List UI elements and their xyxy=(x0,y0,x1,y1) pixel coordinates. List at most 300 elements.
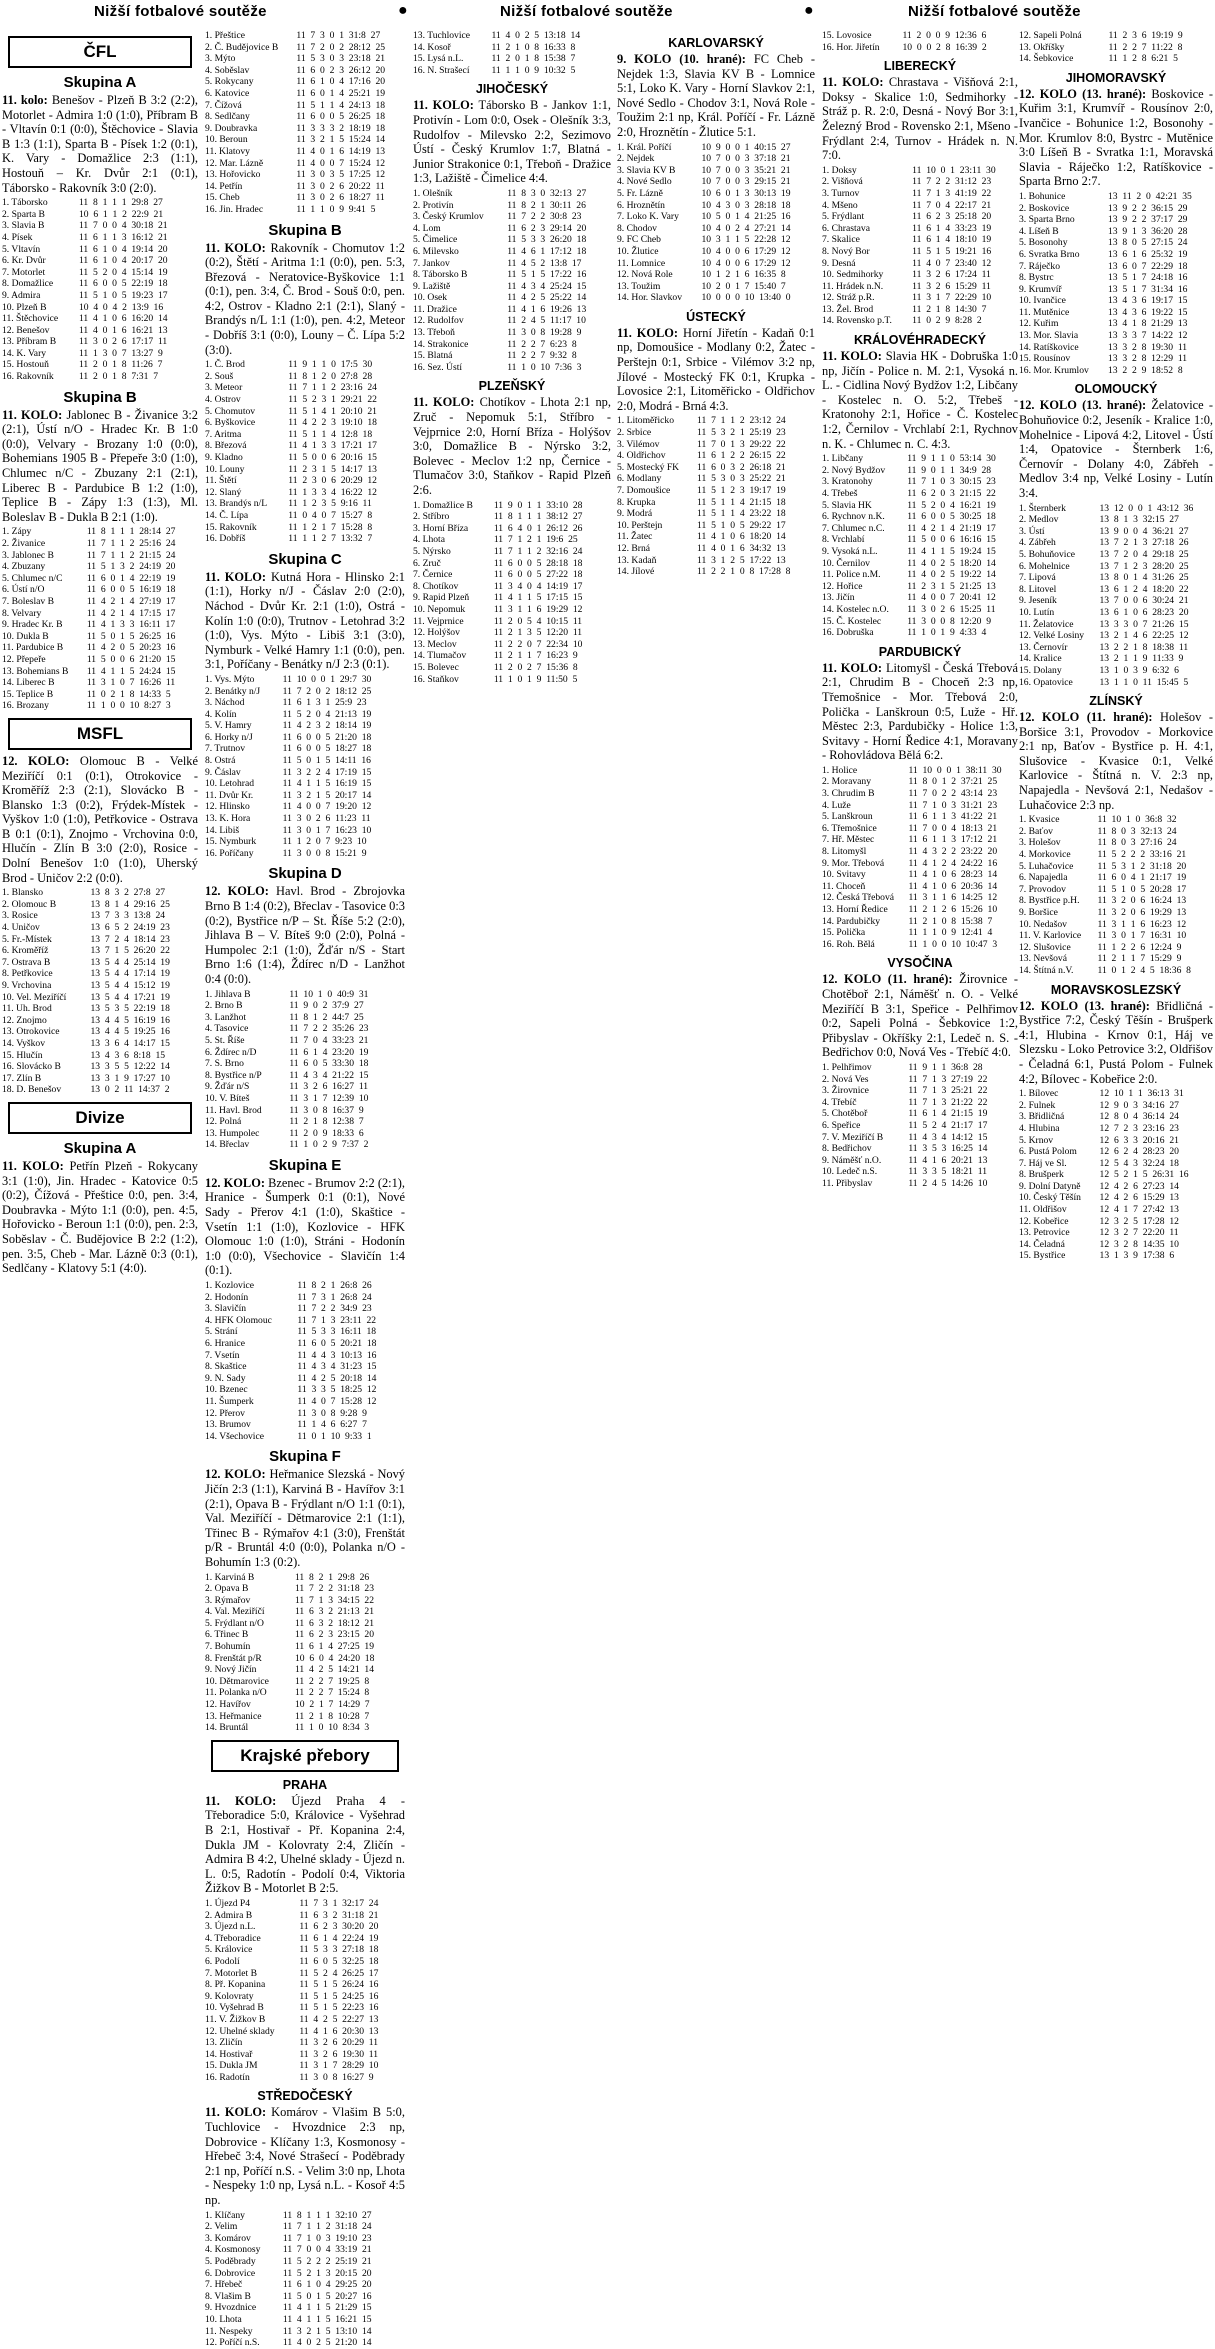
table-row xyxy=(1019,353,1213,365)
table-row xyxy=(205,825,405,837)
table-row xyxy=(617,497,815,509)
table-row xyxy=(205,1572,405,1584)
table-cell: 16. Jin. Hradec xyxy=(205,203,264,215)
table-row xyxy=(2,922,198,934)
page-header xyxy=(0,0,1215,26)
table-cell: 5. Nýrsko xyxy=(413,545,451,557)
table-row xyxy=(2,596,198,608)
table-values: 11 4 1 6 19:26 13 xyxy=(507,303,587,315)
table-cell: 15. Dolany xyxy=(1019,664,1062,676)
table-values: 11 4 2 2 3 19:10 18 xyxy=(288,417,377,429)
table-row xyxy=(205,498,405,510)
table-row xyxy=(1019,191,1213,203)
table-row xyxy=(1019,514,1213,526)
table-row xyxy=(822,30,1018,42)
table-cell: 4. Uničov xyxy=(2,922,40,934)
table-row xyxy=(1019,849,1213,861)
table-row xyxy=(205,88,405,100)
table-values: 11 2 2 1 0 8 17:28 8 xyxy=(697,566,791,578)
table-values: 11 1 0 10 8:34 3 xyxy=(294,1722,370,1734)
table-values: 11 5 2 0 4 21:13 19 xyxy=(282,708,372,720)
table-values: 11 9 0 2 37:9 27 xyxy=(289,1000,364,1012)
round-results xyxy=(1019,999,1213,1087)
table-cell: 8. Domažlice xyxy=(2,278,54,290)
table-values: 13 2 1 4 6 22:25 12 xyxy=(1099,630,1189,642)
table-row xyxy=(205,76,405,88)
table-cell: 11. Štětí xyxy=(205,475,237,487)
table-row xyxy=(205,1910,405,1922)
table-values: 11 7 1 1 2 25:16 24 xyxy=(86,538,176,549)
table-row xyxy=(1019,1250,1213,1262)
round-results xyxy=(1019,87,1213,189)
table-cell: 12. Polná xyxy=(205,1116,242,1128)
table-values: 11 5 2 2 2 33:16 21 xyxy=(1097,849,1187,861)
table-cell: 1. Šternberk xyxy=(1019,502,1066,514)
table-row xyxy=(1019,595,1213,607)
table-values: 11 3 2 6 17:24 11 xyxy=(912,269,991,281)
round-scores: Bzenec - Brumov 2:2 (2:1), Hranice - Šumperk 0:1 (0:1), Nové Sady - Přerov 4:1 (1:0), Skaštice - Vsetín 1:1 (1:0), Kozlovice - HFK Olomouc 1:0 (1:0), Stráni - Hodonín 1:0 (0:0), Všechovice - Slavičín 1:4 (0:1). xyxy=(205,1175,406,1278)
table-cell: 9. Rapid Plzeň xyxy=(413,592,470,604)
table-values: 10 7 0 0 3 37:18 21 xyxy=(701,153,791,165)
table-values: 11 0 1 10 9:33 1 xyxy=(297,1430,372,1442)
table-row xyxy=(1019,837,1213,849)
table-values: 11 4 2 1 4 17:15 17 xyxy=(86,607,176,619)
table-row xyxy=(822,1143,1018,1155)
round-scores: Újezd Praha 4 - Třeboradice 5:0, Královice - Vyšehrad B 2:1, Hostivař - Př. Kopanina 2:4, Dukla JM - Kolovraty 2:4, Zličín - Admira B 4:2, Uhelné sklady - Újezd n. L. 0:5, Radotín - Podolí 0:4, Viktoria Žižkov B - Motorlet B 2:5. xyxy=(205,1793,405,1896)
table-cell: 2. Živanice xyxy=(2,538,46,549)
table-row xyxy=(2,550,198,562)
table-values: 11 4 0 0 7 20:41 12 xyxy=(907,592,996,604)
region-heading: JIHOČESKÝ xyxy=(475,82,549,97)
table-row xyxy=(205,487,405,499)
table-values: 11 5 2 4 26:25 17 xyxy=(299,1967,379,1979)
table-values: 11 4 2 0 5 20:23 16 xyxy=(86,642,176,654)
table-values: 11 2 2 7 15:24 8 xyxy=(294,1687,370,1699)
table-cell: 7. S. Brno xyxy=(205,1058,244,1070)
table-cell: 16. Poříčany xyxy=(205,847,254,859)
table-row xyxy=(205,743,405,755)
table-cell: 15. Bystřice xyxy=(1019,1250,1066,1262)
table-values: 12 7 2 3 23:16 23 xyxy=(1099,1122,1179,1134)
table-values: 11 5 3 0 3 23:18 21 xyxy=(296,53,386,65)
table-cell: 14. Rovensko p.T. xyxy=(822,315,892,327)
table-cell: 3. Mýto xyxy=(205,53,236,65)
standings-table xyxy=(822,453,1018,639)
column-1 xyxy=(2,30,198,1342)
table-cell: 11. Police n.M. xyxy=(822,569,881,581)
table-cell: 8. Táborsko B xyxy=(413,269,468,281)
table-cell: 5. Strání xyxy=(205,1326,238,1338)
table-row xyxy=(822,546,1018,558)
table-row xyxy=(413,65,611,77)
table-row xyxy=(413,304,611,316)
table-row xyxy=(205,1653,405,1665)
table-cell: 3. Chrudim B xyxy=(822,788,875,800)
table-row xyxy=(1019,30,1213,42)
table-cell: 1. Karviná B xyxy=(205,1571,255,1583)
table-row xyxy=(413,592,611,604)
table-row xyxy=(822,281,1018,293)
table-row xyxy=(205,440,405,452)
table-values: 13 3 1 9 17:27 10 xyxy=(90,1072,170,1084)
region-heading: MORAVSKOSLEZSKÝ xyxy=(1050,982,1182,997)
round-label: 12. KOLO (13. hrané): xyxy=(1019,398,1147,413)
table-row xyxy=(205,989,405,1001)
table-row xyxy=(822,916,1018,928)
table-row xyxy=(205,2302,405,2314)
table-values: 11 4 1 1 5 19:24 15 xyxy=(907,545,996,557)
table-values: 13 9 2 2 36:15 29 xyxy=(1108,202,1188,214)
round-results xyxy=(2,408,198,525)
table-cell: 14. Strakonice xyxy=(413,338,469,350)
table-row xyxy=(1019,572,1213,584)
table-row xyxy=(1019,272,1213,284)
table-row xyxy=(205,813,405,825)
table-row xyxy=(1019,237,1213,249)
table-values: 11 6 1 2 2 26:15 22 xyxy=(697,450,786,462)
round-label: 11. KOLO: xyxy=(617,325,679,340)
table-values: 11 6 2 3 23:15 20 xyxy=(294,1629,375,1641)
standings-table xyxy=(1019,1088,1213,1262)
table-row xyxy=(205,1047,405,1059)
table-cell: 13. Brumov xyxy=(205,1419,251,1431)
table-cell: 14. Šebkovice xyxy=(1019,53,1074,65)
table-row xyxy=(2,278,198,290)
table-row xyxy=(822,269,1018,281)
table-cell: 2. Nový Bydžov xyxy=(822,464,886,476)
table-values: 11 7 2 2 34:9 23 xyxy=(297,1303,372,1315)
table-cell: 12. Kuřim xyxy=(1019,318,1059,330)
table-cell: 5. Fr.-Místek xyxy=(2,933,52,945)
table-values: 11 8 0 3 27:16 24 xyxy=(1097,837,1177,849)
table-row xyxy=(1019,884,1213,896)
table-row xyxy=(822,823,1018,835)
table-cell: 14. Břeclav xyxy=(205,1139,250,1151)
table-row xyxy=(617,450,815,462)
table-row xyxy=(822,234,1018,246)
table-row xyxy=(617,427,815,439)
table-row xyxy=(822,42,1018,54)
table-values: 11 3 2 1 5 15:24 14 xyxy=(296,134,386,146)
table-values: 11 3 0 0 8 15:21 9 xyxy=(282,847,367,859)
table-values: 12 4 2 6 27:23 14 xyxy=(1099,1180,1179,1192)
round-label: 12. KOLO (13. hrané): xyxy=(1019,86,1147,101)
table-values: 13 2 2 9 18:52 8 xyxy=(1108,364,1183,376)
table-values: 11 5 1 0 5 19:23 17 xyxy=(78,289,168,301)
table-values: 11 9 1 1 36:8 28 xyxy=(908,1061,983,1073)
table-values: 11 5 1 5 26:24 16 xyxy=(299,1979,379,1991)
table-cell: 1. Bohunice xyxy=(1019,190,1066,202)
table-values: 11 3 1 1 6 16:23 12 xyxy=(1097,918,1187,930)
table-row xyxy=(1019,203,1213,215)
table-cell: 13. Příbram B xyxy=(2,336,57,348)
table-cell: 13. Jičín xyxy=(822,592,855,604)
table-row xyxy=(413,42,611,54)
round-scores: Komárov - Vlašim B 5:0, Tuchlovice - Hvozdnice 2:3 np, Dobrovice - Klíčany 1:3, Kosmonosy - Hřebeč 3:4, Nové Strašecí - Poděbrady 2:1 np, Poříčí n.S. - Velim 3:0 np, Lhota - Nespeky 1:0 np, Lysá n.L. - Kosoř 4:5 np. xyxy=(205,2105,405,2208)
table-values: 11 6 0 0 5 22:19 18 xyxy=(78,278,168,290)
table-cell: 6. Milevsko xyxy=(413,245,459,257)
table-values: 12 6 2 4 28:23 20 xyxy=(1099,1146,1179,1158)
bullet-separator: ● xyxy=(398,2,408,19)
table-values: 11 6 1 4 23:20 19 xyxy=(289,1046,369,1058)
table-values: 11 6 1 4 22:24 19 xyxy=(299,1932,379,1944)
group-heading: Skupina A xyxy=(63,74,137,91)
table-row xyxy=(822,500,1018,512)
table-values: 12 9 0 3 34:16 27 xyxy=(1099,1099,1179,1111)
table-cell: 9. Čáslav xyxy=(205,766,241,778)
table-cell: 7. Ostrava B xyxy=(2,956,51,968)
table-values: 11 1 3 0 7 13:27 9 xyxy=(78,347,163,359)
table-cell: 3. Slavia B xyxy=(2,220,45,232)
table-cell: 7. Loko K. Vary xyxy=(617,211,679,223)
table-values: 13 2 1 1 9 11:33 9 xyxy=(1099,653,1184,665)
table-cell: 10. Ivančice xyxy=(1019,295,1066,307)
table-values: 11 2 1 0 8 16:33 8 xyxy=(491,41,576,53)
table-row xyxy=(413,292,611,304)
table-row xyxy=(205,1338,405,1350)
table-row xyxy=(2,642,198,654)
table-row xyxy=(822,627,1018,639)
table-values: 11 3 2 1 5 20:17 14 xyxy=(282,789,372,801)
table-row xyxy=(205,53,405,65)
table-cell: 2. Boskovice xyxy=(1019,202,1070,214)
table-cell: 5. Bosonohy xyxy=(1019,237,1068,249)
table-values: 11 5 1 2 3 19:17 19 xyxy=(697,485,786,496)
table-values: 11 3 2 1 5 13:10 14 xyxy=(282,2325,372,2337)
table-row xyxy=(1019,1216,1213,1228)
table-cell: 1. Libčany xyxy=(822,453,864,465)
table-row xyxy=(617,200,815,212)
table-values: 11 3 1 1 6 19:29 12 xyxy=(493,603,583,615)
table-values: 11 5 3 3 27:18 18 xyxy=(299,1944,379,1956)
table-cell: 5. Vltavín xyxy=(2,243,41,255)
table-cell: 7. Motorlet xyxy=(2,266,46,278)
table-row xyxy=(205,192,405,204)
table-values: 11 8 1 1 1 32:10 27 xyxy=(282,2209,372,2221)
table-values: 13 7 2 4 18:14 23 xyxy=(90,933,170,945)
table-values: 11 4 2 5 20:18 14 xyxy=(297,1372,377,1384)
table-cell: 15. Lysá n.L. xyxy=(413,53,464,65)
table-row xyxy=(2,689,198,701)
table-cell: 2. Stříbro xyxy=(413,511,450,523)
table-values: 11 4 0 1 6 14:19 13 xyxy=(296,145,386,157)
table-cell: 9. Dolní Datyně xyxy=(1019,1180,1081,1192)
table-values: 11 7 3 1 26:8 24 xyxy=(297,1291,372,1303)
table-values: 13 7 1 2 3 28:20 25 xyxy=(1099,560,1189,572)
table-row xyxy=(822,1085,1018,1097)
table-cell: 12. Slušovice xyxy=(1019,941,1071,953)
table-row xyxy=(205,755,405,767)
table-values: 11 0 2 1 8 14:33 5 xyxy=(86,688,171,700)
table-cell: 15. Bolevec xyxy=(413,661,459,673)
table-values: 11 6 1 0 4 20:17 20 xyxy=(78,255,168,267)
table-values: 11 9 0 1 1 33:10 28 xyxy=(493,499,583,511)
table-values: 13 3 2 8 19:30 11 xyxy=(1108,341,1188,353)
table-values: 11 6 1 4 18:10 19 xyxy=(912,234,992,246)
table-row xyxy=(205,123,405,135)
table-row xyxy=(205,522,405,534)
table-values: 11 3 1 1 6 14:25 12 xyxy=(908,892,998,904)
table-cell: 4. Ostrov xyxy=(205,394,241,406)
table-values: 13 8 1 4 29:16 25 xyxy=(90,898,170,910)
table-cell: 17. Zlín B xyxy=(2,1072,42,1084)
table-values: 11 5 1 1 4 24:13 18 xyxy=(296,99,386,111)
table-row xyxy=(822,569,1018,581)
table-row xyxy=(822,869,1018,881)
table-values: 11 1 0 1 9 4:33 4 xyxy=(907,627,987,639)
table-cell: 8. Bedřichov xyxy=(822,1143,872,1155)
table-values: 11 4 1 1 5 16:19 15 xyxy=(282,778,372,790)
table-cell: 11. Havl. Brod xyxy=(205,1104,262,1116)
table-cell: 8. Litomyšl xyxy=(822,846,867,858)
table-cell: 4. Zábřeh xyxy=(1019,537,1056,549)
table-cell: 15. Teplice B xyxy=(2,688,54,700)
table-values: 11 3 0 8 16:37 9 xyxy=(289,1104,364,1116)
table-values: 11 9 1 1 0 17:5 30 xyxy=(288,359,373,371)
table-values: 11 7 1 1 2 32:16 24 xyxy=(493,545,583,557)
table-values: 11 2 0 0 9 12:36 6 xyxy=(902,30,987,41)
table-row xyxy=(2,526,198,538)
table-values: 13 4 3 6 19:17 15 xyxy=(1108,295,1188,307)
table-row xyxy=(617,543,815,555)
table-cell: 10. Plzeň B xyxy=(2,301,47,313)
region-heading: ÚSTECKÝ xyxy=(686,309,746,324)
round-label: 11. KOLO: xyxy=(2,1158,64,1173)
table-values: 13 6 1 6 25:32 19 xyxy=(1108,248,1188,260)
table-values: 12 4 2 6 15:29 13 xyxy=(1099,1192,1179,1204)
table-values: 13 2 2 1 8 18:38 11 xyxy=(1099,641,1189,653)
table-values: 11 10 1 0 36:8 32 xyxy=(1097,814,1177,826)
table-cell: 15. Cheb xyxy=(205,192,240,204)
table-values: 11 3 2 6 19:30 11 xyxy=(299,2048,379,2060)
table-row xyxy=(205,1012,405,1024)
table-row xyxy=(205,1326,405,1338)
table-values: 11 2 1 3 5 12:20 11 xyxy=(493,627,583,639)
table-row xyxy=(1019,549,1213,561)
standings-table xyxy=(617,415,815,577)
region-heading: KRÁLOVÉHRADECKÝ xyxy=(854,333,986,348)
table-values: 11 6 3 2 18:12 21 xyxy=(294,1617,375,1629)
table-row xyxy=(1019,1181,1213,1193)
table-values: 12 5 2 1 5 26:31 16 xyxy=(1099,1169,1189,1181)
group-heading: Skupina E xyxy=(268,1156,342,1174)
table-cell: 1. Zápy xyxy=(2,526,32,538)
table-row xyxy=(822,927,1018,939)
table-cell: 11. Oldřišov xyxy=(1019,1204,1067,1216)
table-cell: 3. Meteor xyxy=(205,382,243,394)
round-label: 12. KOLO (11. hrané): xyxy=(1019,710,1153,725)
table-row xyxy=(205,1292,405,1304)
table-values: 10 9 0 0 1 40:15 27 xyxy=(701,141,791,153)
table-cell: 11. Želatovice xyxy=(1019,618,1074,630)
table-values: 11 6 1 3 1 25:9 23 xyxy=(282,697,367,709)
table-values: 13 1 1 0 11 15:45 5 xyxy=(1099,676,1189,688)
table-row xyxy=(2,267,198,279)
table-cell: 7. Čížová xyxy=(205,99,242,111)
table-values: 13 7 2 0 4 29:18 25 xyxy=(1099,548,1189,560)
table-cell: 6. Pustá Polom xyxy=(1019,1146,1077,1158)
table-row xyxy=(2,945,198,957)
table-values: 11 3 2 2 4 17:19 15 xyxy=(282,766,372,778)
table-values: 11 6 0 1 4 25:21 19 xyxy=(296,87,386,99)
table-row xyxy=(2,980,198,992)
table-cell: 4. Mšeno xyxy=(822,199,858,211)
competition-heading: MSFL xyxy=(8,718,192,750)
table-cell: 10. Vyšehrad B xyxy=(205,2002,264,2014)
table-cell: 11. Dražice xyxy=(413,303,457,315)
table-values: 11 4 0 1 6 16:21 13 xyxy=(78,324,168,336)
table-row xyxy=(617,520,815,532)
table-cell: 2. Moravany xyxy=(822,776,872,788)
table-row xyxy=(2,1038,198,1050)
table-cell: 12. Přerov xyxy=(205,1407,245,1419)
round-results xyxy=(205,1176,405,1278)
table-row xyxy=(822,1166,1018,1178)
table-values: 11 5 3 1 2 31:18 20 xyxy=(1097,860,1187,872)
table-cell: 9. Admira xyxy=(2,289,41,301)
table-cell: 16. Mor. Krumlov xyxy=(1019,364,1089,376)
table-cell: 16. Radotín xyxy=(205,2071,250,2083)
table-cell: 1. Jihlava B xyxy=(205,988,251,1000)
table-cell: 2. Brno B xyxy=(205,1000,243,1012)
table-row xyxy=(205,1956,405,1968)
table-row xyxy=(413,639,611,651)
table-cell: 8. Bystřice n/P xyxy=(205,1069,262,1081)
table-values: 11 3 0 8 16:27 9 xyxy=(299,2071,374,2083)
table-row xyxy=(822,811,1018,823)
table-values: 11 4 1 1 5 24:24 15 xyxy=(86,665,176,677)
table-values: 11 3 0 0 8 12:20 9 xyxy=(907,615,992,627)
header-title-left: Nižší fotbalové soutěže xyxy=(94,3,267,20)
table-row xyxy=(205,2314,405,2326)
table-row xyxy=(205,1361,405,1373)
table-row xyxy=(205,464,405,476)
table-values: 11 7 1 3 25:21 22 xyxy=(908,1085,988,1097)
table-cell: 7. Boleslav B xyxy=(2,595,54,607)
table-row xyxy=(205,382,405,394)
round-label: 12. KOLO: xyxy=(205,884,269,899)
table-cell: 3. Horní Bříza xyxy=(413,522,469,534)
region-heading: PRAHA xyxy=(282,1777,328,1792)
table-cell: 13. Humpolec xyxy=(205,1127,260,1139)
table-values: 12 5 4 3 32:24 18 xyxy=(1099,1157,1179,1169)
table-row xyxy=(2,584,198,596)
table-row xyxy=(1019,919,1213,931)
table-cell: 18. D. Benešov xyxy=(2,1084,62,1096)
table-cell: 5. Krnov xyxy=(1019,1134,1054,1146)
table-values: 11 2 3 1 5 21:25 13 xyxy=(907,580,996,592)
table-row xyxy=(2,371,198,383)
table-values: 11 7 2 0 2 28:12 25 xyxy=(296,41,386,53)
table-values: 11 5 1 1 4 23:22 18 xyxy=(697,508,786,520)
table-row xyxy=(413,362,611,374)
table-values: 11 1 1 0 9 9:41 5 xyxy=(296,203,376,215)
table-cell: 15. Hostouň xyxy=(2,359,49,371)
table-values: 11 2 2 0 7 22:34 10 xyxy=(493,638,583,650)
table-cell: 4. Nové Sedlo xyxy=(617,176,672,188)
table-cell: 5. Lanškroun xyxy=(822,811,873,823)
table-cell: 16. Staňkov xyxy=(413,673,459,685)
table-cell: 7. Provodov xyxy=(1019,883,1066,895)
table-row xyxy=(205,2026,405,2038)
table-row xyxy=(205,1431,405,1443)
table-values: 11 7 1 0 3 31:21 23 xyxy=(908,799,998,811)
table-cell: 13. Heřmanice xyxy=(205,1710,262,1722)
table-cell: 6. Třinec B xyxy=(205,1629,249,1641)
table-cell: 12. Velké Losiny xyxy=(1019,630,1085,642)
table-cell: 5. St. Říše xyxy=(205,1034,245,1046)
table-values: 10 6 1 1 2 22:9 21 xyxy=(78,208,164,220)
